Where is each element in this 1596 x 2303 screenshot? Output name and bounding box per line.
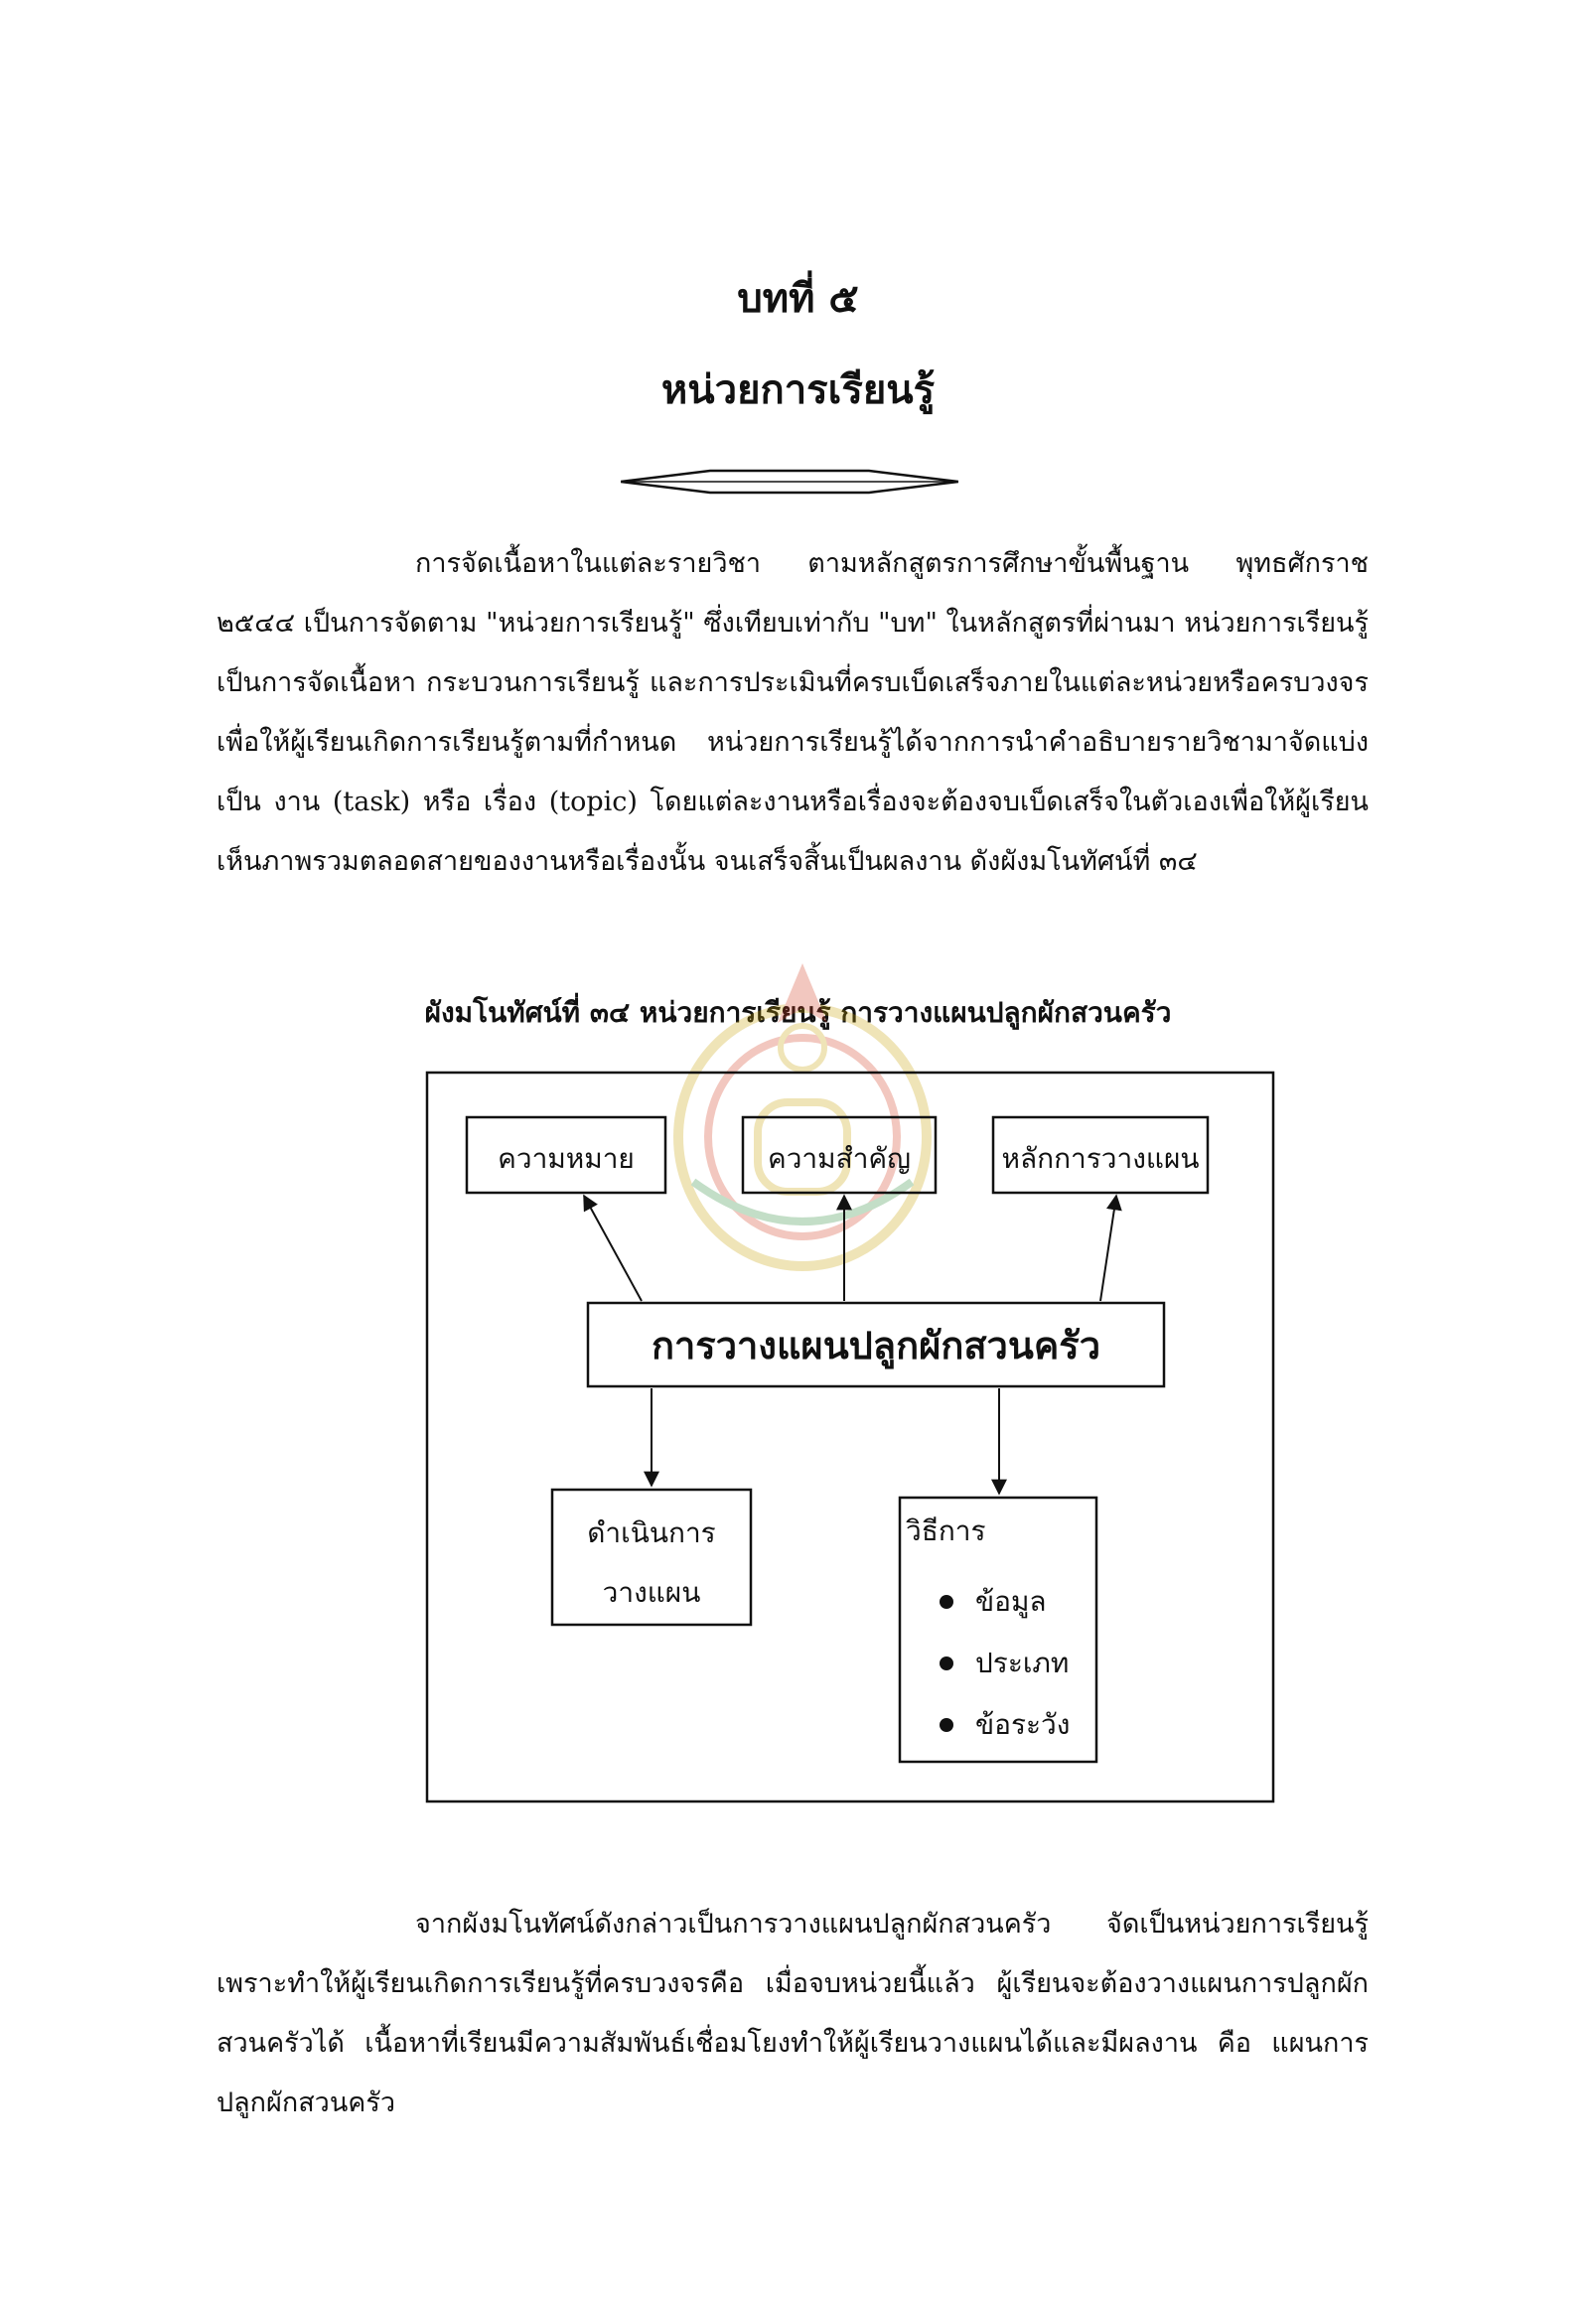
center-label: การวางแผนปลูกผักสวนครัว	[651, 1323, 1101, 1367]
bullet-icon	[940, 1718, 953, 1732]
method-title: วิธีการ	[906, 1514, 986, 1547]
method-item-label: ข้อมูล	[975, 1585, 1047, 1618]
arrow-to-meaning	[584, 1196, 642, 1301]
method-item-label: ข้อระวัง	[975, 1708, 1071, 1741]
operation-label-line2: วางแผน	[602, 1576, 701, 1609]
operation-label-line1: ดำเนินการ	[587, 1516, 716, 1549]
conclusion-paragraph-text: จากผังมโนทัศน์ดังกล่าวเป็นการวางแผนปลูกผักสวนครัว จัดเป็นหน่วยการเรียนรู้ เพราะทำให้ผู้เรียนเกิดการเรียนรู้ที่ครบวงจรคือ เมื่อจบหน่วยนี้แล้ว ผู้เรียนจะต้องวางแผนการปลูกผักสวนครัวได้ เนื้อหาที่เรียนมีความสัมพันธ์เชื่อมโยงทำให้ผู้เรียนวางแผนได้และมีผลงาน คือ แผนการปลูกผักสวนครัว	[217, 1909, 1369, 2118]
bullet-icon	[940, 1656, 953, 1670]
method-item-label: ประเภท	[975, 1647, 1070, 1679]
figure-caption: ผังมโนทัศน์ที่ ๓๔ หน่วยการเรียนรู้ การวางแผนปลูกผักสวนครัว	[424, 996, 1172, 1029]
bullet-icon	[940, 1595, 953, 1609]
importance-label: ความสำคัญ	[767, 1142, 912, 1175]
intro-paragraph-text: การจัดเนื้อหาในแต่ละรายวิชา ตามหลักสูตรการศึกษาขั้นพื้นฐาน พุทธศักราช ๒๕๔๔ เป็นการจัดตาม "หน่วยการเรียนรู้" ซึ่งเทียบเท่ากับ "บท" ในหลักสูตรที่ผ่านมา หน่วยการเรียนรู้เป็นการจัดเนื้อหา กระบวนการเรียนรู้ และการประเมินที่ครบเบ็ดเสร็จภายในแต่ละหน่วยหรือครบวงจรเพื่อให้ผู้เรียนเกิดการเรียนรู้ตามที่กำหนด หน่วยการเรียนรู้ได้จากการนำคำอธิบายรายวิชามาจัดแบ่งเป็น งาน (task) หรือ เรื่อง (topic) โดยแต่ละงานหรือเรื่องจะต้องจบเบ็ดเสร็จในตัวเองเพื่อให้ผู้เรียนเห็นภาพรวมตลอดสายของงานหรือเรื่องนั้น จนเสร็จสิ้นเป็นผลงาน ดังผังมโนทัศน์ที่ ๓๔	[217, 548, 1369, 877]
planning-principle-label: หลักการวางแผน	[1001, 1142, 1200, 1175]
chapter-title: หน่วยการเรียนรู้	[660, 366, 936, 413]
meaning-label: ความหมาย	[498, 1142, 635, 1175]
chapter-number: บทที่ ๕	[737, 275, 859, 322]
method-item	[906, 1633, 1094, 1694]
method-item	[906, 1694, 1094, 1756]
method-list	[906, 1510, 1094, 1756]
intro-paragraph	[217, 534, 1369, 892]
arrow-to-planning-principle	[1100, 1196, 1116, 1301]
method-item	[906, 1571, 1094, 1633]
title-divider	[621, 467, 958, 497]
conclusion-paragraph	[217, 1895, 1369, 2133]
seal-watermark	[653, 953, 951, 1281]
